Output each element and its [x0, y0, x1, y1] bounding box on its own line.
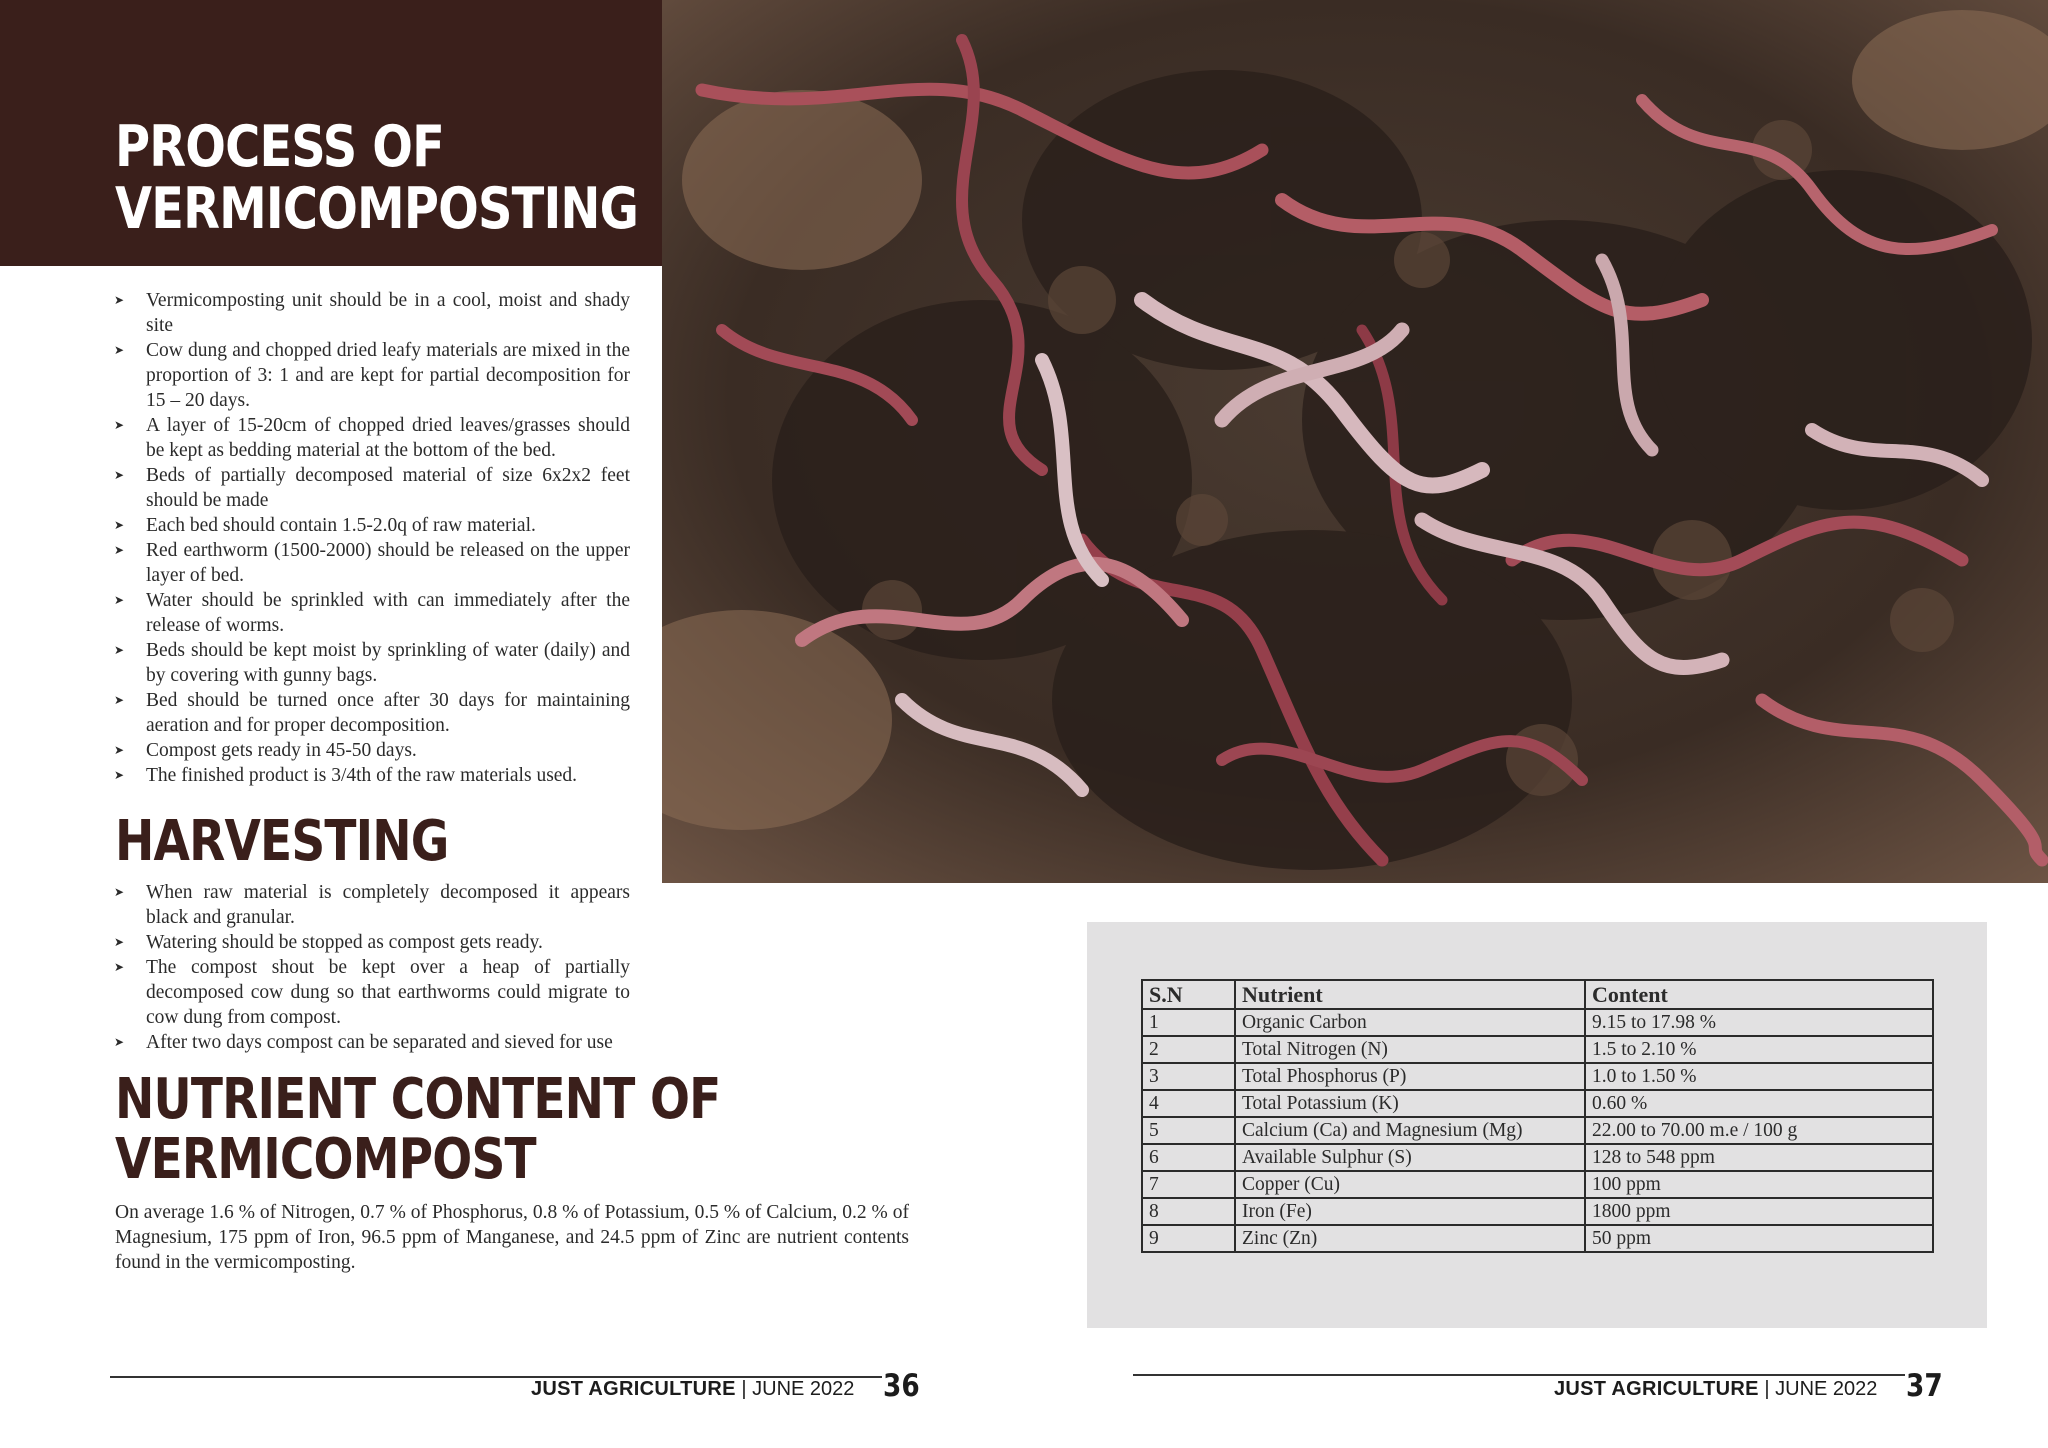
footer-separator: |	[1764, 1378, 1770, 1400]
nutrient-table-panel	[1087, 922, 1987, 1328]
cell-content: 50 ppm	[1585, 1225, 1933, 1252]
cell-sn: 5	[1142, 1117, 1235, 1144]
list-item: ➤ Water should be sprinkled with can immediately after the release of worms.	[114, 590, 630, 636]
arrowhead-bullet-icon: ➤	[114, 593, 125, 607]
list-item: ➤ Cow dung and chopped dried leafy materials are mixed in the proportion of 3: 1 and are kept for partial decomposition for 15 – 20 days.	[114, 340, 630, 411]
cell-nutrient: Iron (Fe)	[1235, 1198, 1585, 1225]
table-row	[1142, 1009, 1933, 1036]
cell-content: 0.60 %	[1585, 1090, 1933, 1117]
arrowhead-bullet-icon: ➤	[114, 543, 125, 557]
cell-content: 1800 ppm	[1585, 1198, 1933, 1225]
page-title: PROCESS OF VERMICOMPOSTING	[115, 114, 639, 242]
list-item: ➤ Vermicomposting unit should be in a cool, moist and shady site	[114, 290, 630, 336]
list-item: ➤ Compost gets ready in 45-50 days.	[114, 740, 417, 761]
table-row	[1142, 1225, 1933, 1252]
arrowhead-bullet-icon: ➤	[114, 343, 125, 357]
page-number-right: 37	[1906, 1368, 1943, 1404]
list-item: ➤ Watering should be stopped as compost gets ready.	[114, 932, 543, 953]
cell-nutrient: Total Phosphorus (P)	[1235, 1063, 1585, 1090]
cell-sn: 8	[1142, 1198, 1235, 1225]
cell-nutrient: Total Nitrogen (N)	[1235, 1036, 1585, 1063]
cell-content: 22.00 to 70.00 m.e / 100 g	[1585, 1117, 1933, 1144]
list-item: ➤ The compost shout be kept over a heap of partially decomposed cow dung so that earthworms could migrate to cow dung from compost.	[114, 957, 630, 1028]
cell-sn: 6	[1142, 1144, 1235, 1171]
list-item: ➤ Each bed should contain 1.5-2.0q of raw material.	[114, 515, 536, 536]
column-header-nutrient: Nutrient	[1235, 980, 1585, 1009]
list-item: ➤ A layer of 15-20cm of chopped dried leaves/grasses should be kept as bedding material at the bottom of the bed.	[114, 415, 630, 461]
arrowhead-bullet-icon: ➤	[114, 743, 125, 757]
cell-sn: 1	[1142, 1009, 1235, 1036]
list-item: ➤ When raw material is completely decomposed it appears black and granular.	[114, 882, 630, 928]
arrowhead-bullet-icon: ➤	[114, 768, 125, 782]
cell-sn: 4	[1142, 1090, 1235, 1117]
table-row	[1142, 1036, 1933, 1063]
arrowhead-bullet-icon: ➤	[114, 643, 125, 657]
list-item: ➤ Red earthworm (1500-2000) should be released on the upper layer of bed.	[114, 540, 630, 586]
cell-content: 9.15 to 17.98 %	[1585, 1009, 1933, 1036]
footer-rule-right	[1133, 1374, 1905, 1376]
arrowhead-bullet-icon: ➤	[114, 518, 125, 532]
table-row	[1142, 1117, 1933, 1144]
cell-content: 1.0 to 1.50 %	[1585, 1063, 1933, 1090]
harvesting-steps-list	[114, 880, 630, 1055]
footer-left	[531, 1378, 854, 1401]
cell-content: 100 ppm	[1585, 1171, 1933, 1198]
earthworm-photo-illustration	[662, 0, 2048, 883]
cell-nutrient: Total Potassium (K)	[1235, 1090, 1585, 1117]
process-steps-list	[114, 288, 630, 788]
cell-nutrient: Calcium (Ca) and Magnesium (Mg)	[1235, 1117, 1585, 1144]
list-item: ➤ After two days compost can be separated and sieved for use	[114, 1032, 613, 1053]
list-item: ➤ Beds should be kept moist by sprinkling of water (daily) and by covering with gunny bags.	[114, 640, 630, 686]
arrowhead-bullet-icon: ➤	[114, 935, 125, 949]
column-header-content: Content	[1585, 980, 1933, 1009]
list-item: ➤ Bed should be turned once after 30 days for maintaining aeration and for proper decomposition.	[114, 690, 630, 736]
arrowhead-bullet-icon: ➤	[114, 693, 125, 707]
earthworm-photo	[662, 0, 2048, 883]
arrowhead-bullet-icon: ➤	[114, 418, 125, 432]
nutrient-table	[1141, 979, 1934, 1253]
arrowhead-bullet-icon: ➤	[114, 885, 125, 899]
table-row	[1142, 1198, 1933, 1225]
cell-nutrient: Copper (Cu)	[1235, 1171, 1585, 1198]
arrowhead-bullet-icon: ➤	[114, 960, 125, 974]
table-header-row	[1142, 980, 1933, 1009]
title-banner	[0, 0, 662, 266]
cell-sn: 7	[1142, 1171, 1235, 1198]
cell-nutrient: Zinc (Zn)	[1235, 1225, 1585, 1252]
column-header-sn: S.N	[1142, 980, 1235, 1009]
cell-content: 1.5 to 2.10 %	[1585, 1036, 1933, 1063]
list-item: ➤ The finished product is 3/4th of the raw materials used.	[114, 765, 578, 786]
arrowhead-bullet-icon: ➤	[114, 293, 125, 307]
footer-brand: JUST AGRICULTURE	[531, 1378, 736, 1400]
table-row	[1142, 1144, 1933, 1171]
page-number-left: 36	[883, 1368, 920, 1404]
table-row	[1142, 1171, 1933, 1198]
harvesting-heading: HARVESTING	[115, 809, 449, 874]
table-row	[1142, 1090, 1933, 1117]
footer-date: JUNE 2022	[752, 1378, 855, 1400]
footer-date: JUNE 2022	[1775, 1378, 1878, 1400]
cell-sn: 3	[1142, 1063, 1235, 1090]
cell-sn: 2	[1142, 1036, 1235, 1063]
cell-nutrient: Available Sulphur (S)	[1235, 1144, 1585, 1171]
arrowhead-bullet-icon: ➤	[114, 468, 125, 482]
footer-brand: JUST AGRICULTURE	[1554, 1378, 1759, 1400]
footer-separator: |	[741, 1378, 747, 1400]
list-item: ➤ Beds of partially decomposed material of size 6x2x2 feet should be made	[114, 465, 630, 511]
nutrient-content-heading: NUTRIENT CONTENT OF VERMICOMPOST	[115, 1067, 721, 1192]
table-row	[1142, 1063, 1933, 1090]
arrowhead-bullet-icon: ➤	[114, 1035, 125, 1049]
footer-right	[1554, 1378, 1877, 1401]
cell-nutrient: Organic Carbon	[1235, 1009, 1585, 1036]
nutrient-paragraph: On average 1.6 % of Nitrogen, 0.7 % of Phosphorus, 0.8 % of Potassium, 0.5 % of Calcium, 0.2 % of Magnesium, 175 ppm of Iron, 96.5 ppm of Manganese, and 24.5 ppm of Zinc are nutrient contents found in the vermicomposting.	[115, 1202, 909, 1273]
cell-sn: 9	[1142, 1225, 1235, 1252]
cell-content: 128 to 548 ppm	[1585, 1144, 1933, 1171]
